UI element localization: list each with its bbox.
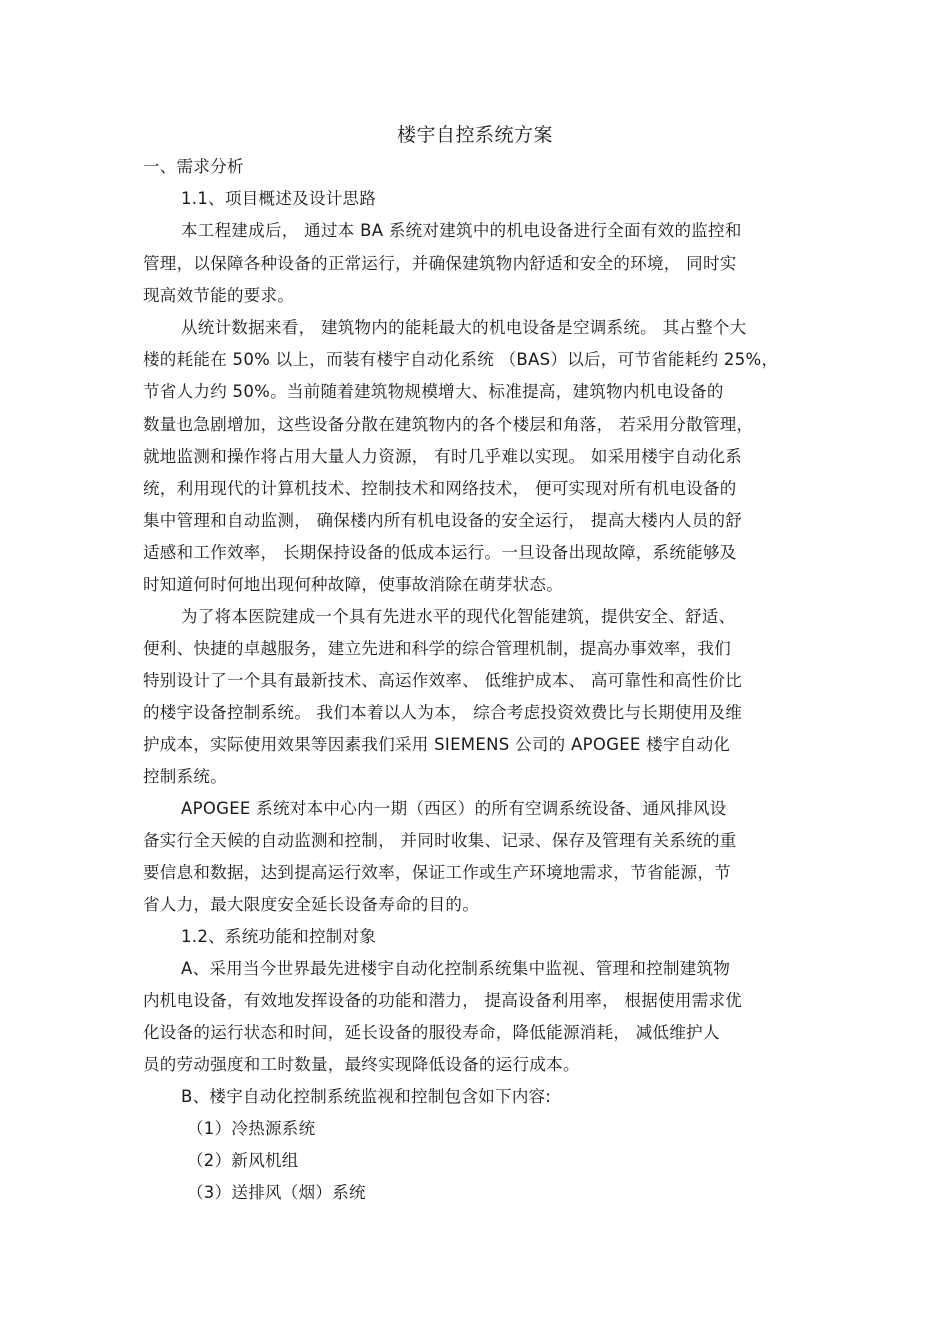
- list-item: （1）冷热源系统: [187, 1119, 316, 1138]
- paragraph-line: 特别设计了一个具有最新技术、高运作效率、 低维护成本、 高可靠性和高性价比: [143, 671, 743, 690]
- list-item: （3）送排风（烟）系统: [187, 1183, 366, 1202]
- paragraph-line: 护成本，实际使用效果等因素我们采用 SIEMENS 公司的 APOGEE 楼宇自动化: [143, 735, 731, 754]
- paragraph-line: 楼的耗能在 50% 以上，而装有楼宇自动化系统 （BAS）以后，可节省能耗约 25%，: [143, 350, 779, 369]
- document-title: 楼宇自控系统方案: [396, 124, 553, 146]
- paragraph-line: 数量也急剧增加，这些设备分散在建筑物内的各个楼层和角落， 若采用分散管理，: [143, 415, 754, 434]
- paragraph-line: 节省人力约 50%。当前随着建筑物规模增大、标准提高，建筑物内机电设备的: [143, 382, 724, 401]
- paragraph-line: 集中管理和自动监测， 确保楼内所有机电设备的安全运行， 提高大楼内人员的舒: [143, 511, 743, 530]
- paragraph-line: 备实行全天候的自动监测和控制， 并同时收集、记录、保存及管理有关系统的重: [143, 831, 737, 850]
- paragraph-line: A、采用当今世界最先进楼宇自动化控制系统集中监视、管理和控制建筑物: [181, 959, 731, 978]
- paragraph-line: 省人力，最大限度安全延长设备寿命的目的。: [143, 895, 479, 914]
- paragraph-line: 就地监测和操作将占用大量人力资源， 有时几乎难以实现。 如采用楼宇自动化系: [143, 447, 743, 466]
- paragraph-line: 内机电设备，有效地发挥设备的功能和潜力， 提高设备利用率， 根据使用需求优: [143, 991, 743, 1010]
- paragraph-line: 适感和工作效率， 长期保持设备的低成本运行。一旦设备出现故障，系统能够及: [143, 543, 737, 562]
- paragraph-line: B、楼宇自动化控制系统监视和控制包含如下内容:: [181, 1087, 552, 1106]
- subsection-heading-overview: 1.1、项目概述及设计思路: [181, 189, 377, 208]
- section-heading-requirements: 一、需求分析: [143, 157, 244, 176]
- paragraph-line: 为了将本医院建成一个具有先进水平的现代化智能建筑，提供安全、舒适、: [181, 607, 736, 626]
- paragraph-line: 便利、快捷的卓越服务，建立先进和科学的综合管理机制，提高办事效率，我们: [143, 639, 731, 658]
- paragraph-line: 控制系统。: [143, 767, 227, 786]
- paragraph-line: 员的劳动强度和工时数量，最终实现降低设备的运行成本。: [143, 1055, 580, 1074]
- paragraph-line: 从统计数据来看， 建筑物内的能耗最大的机电设备是空调系统。 其占整个大: [181, 318, 747, 337]
- paragraph-line: 统，利用现代的计算机技术、控制技术和网络技术， 便可实现对所有机电设备的: [143, 479, 737, 498]
- paragraph-line: 要信息和数据，达到提高运行效率，保证工作或生产环境地需求，节省能源，节: [143, 863, 731, 882]
- list-item: （2）新风机组: [187, 1151, 299, 1170]
- paragraph-line: 管理，以保障各种设备的正常运行，并确保建筑物内舒适和安全的环境， 同时实: [143, 254, 737, 273]
- paragraph-line: 现高效节能的要求。: [143, 286, 295, 305]
- paragraph-line: 时知道何时何地出现何种故障，使事故消除在萌芽状态。: [143, 575, 563, 594]
- paragraph-line: APOGEE 系统对本中心内一期（西区）的所有空调系统设备、通风排风设: [181, 799, 727, 818]
- paragraph-line: 的楼宇设备控制系统。 我们本着以人为本， 综合考虑投资效费比与长期使用及维: [143, 703, 743, 722]
- subsection-heading-functions: 1.2、系统功能和控制对象: [181, 927, 377, 946]
- paragraph-line: 本工程建成后， 通过本 BA 系统对建筑中的机电设备进行全面有效的监控和: [181, 221, 742, 240]
- paragraph-line: 化设备的运行状态和时间，延长设备的服役寿命，降低能源消耗， 减低维护人: [143, 1023, 720, 1042]
